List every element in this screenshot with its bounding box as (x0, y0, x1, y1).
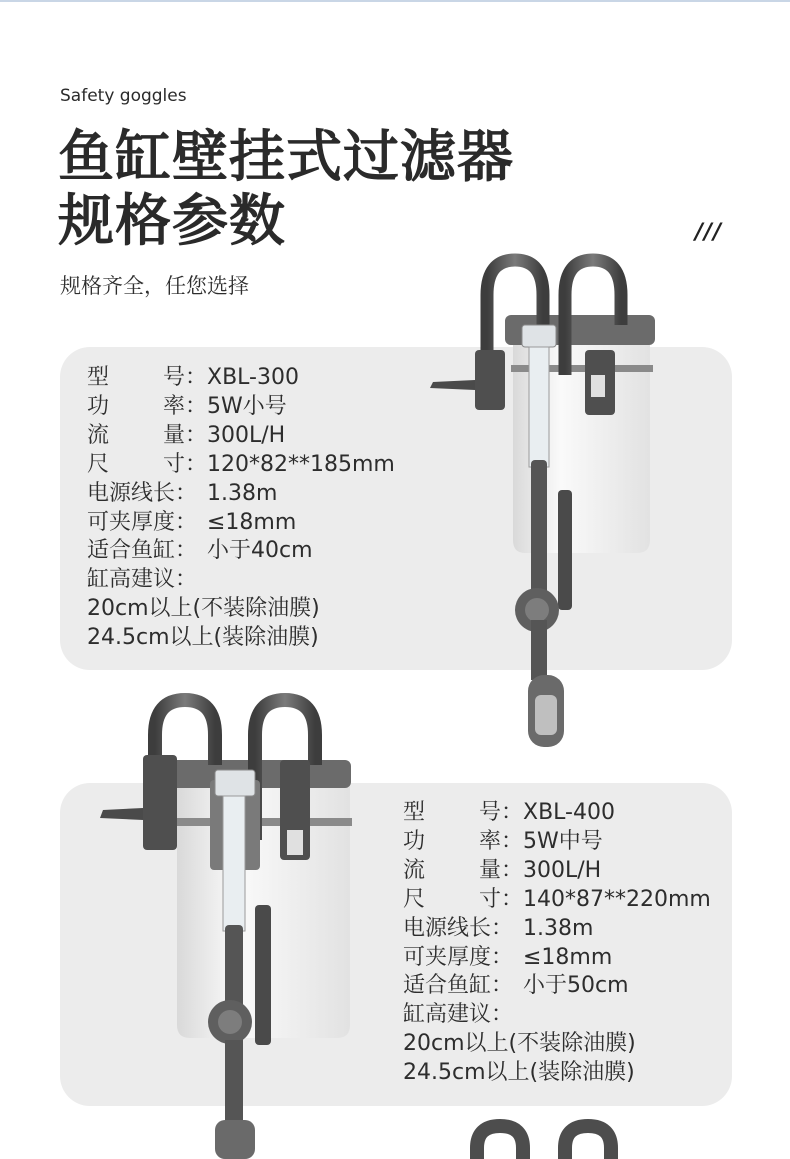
page-title (58, 126, 514, 254)
spec-label: 型 号： (403, 800, 523, 825)
spec-list-2 (403, 799, 711, 1088)
spec-label: 型 号： (87, 365, 207, 390)
spec-label: 功 率： (403, 828, 523, 854)
decor-slashes: /// (695, 220, 723, 245)
spec-row (87, 537, 395, 566)
spec-row (87, 422, 395, 451)
spec-label: 适合鱼缸： (87, 538, 198, 564)
filter-product-image-1 (425, 255, 665, 750)
filter-product-image-2 (95, 690, 365, 1159)
title-line-2: 规格参数 (58, 189, 286, 254)
spec-value: 300L/H (523, 857, 602, 883)
spec-row (87, 451, 395, 480)
filter-product-image-3 (455, 1118, 635, 1159)
spec-value: 300L/H (207, 422, 286, 448)
spec-row (403, 944, 711, 973)
spec-label: 功 率： (87, 393, 207, 419)
spec-row (403, 972, 711, 1001)
spec-label: 可夹厚度： (87, 509, 198, 535)
spec-value: 1.38m (523, 915, 594, 941)
spec-row (403, 828, 711, 857)
spec-label: 流 量： (403, 857, 523, 883)
spec-value: ≤18mm (523, 944, 613, 970)
spec-row (87, 364, 395, 393)
spec-row (403, 886, 711, 915)
title-line-1: 鱼缸壁挂式过滤器 (58, 125, 514, 190)
spec-label: 电源线长： (403, 915, 514, 941)
spec-value: 小于50cm (523, 973, 629, 999)
tank-height-label: 缸高建议： (403, 1002, 514, 1028)
spec-list-1 (87, 364, 395, 653)
spec-value: 120*82**185mm (207, 451, 395, 477)
spec-label: 尺 寸： (403, 886, 523, 912)
spec-value: 140*87**220mm (523, 886, 711, 912)
tank-height-label: 缸高建议： (87, 567, 198, 593)
spec-value: ≤18mm (207, 509, 297, 535)
page-subtitle: 规格齐全，任您选择 (60, 274, 249, 298)
tank-height-note: 20cm以上(不装除油膜) (87, 596, 320, 622)
spec-label: 可夹厚度： (403, 944, 514, 970)
tank-height-note: 20cm以上(不装除油膜) (403, 1031, 636, 1057)
tank-height-note: 24.5cm以上(装除油膜) (403, 1060, 635, 1086)
brand-name: Safety goggles (60, 86, 187, 106)
spec-label: 适合鱼缸： (403, 973, 514, 999)
spec-row (87, 393, 395, 422)
spec-value: XBL-400 (523, 800, 615, 825)
spec-value: 1.38m (207, 480, 278, 506)
spec-value: XBL-300 (207, 365, 299, 390)
spec-value: 5W小号 (207, 393, 287, 419)
spec-row (403, 915, 711, 944)
spec-row (403, 799, 711, 828)
spec-row (403, 857, 711, 886)
spec-label: 电源线长： (87, 480, 198, 506)
spec-row (87, 509, 395, 538)
tank-height-note: 24.5cm以上(装除油膜) (87, 625, 319, 651)
top-divider (0, 0, 790, 2)
spec-value: 5W中号 (523, 828, 603, 854)
spec-row (87, 480, 395, 509)
spec-value: 小于40cm (207, 538, 313, 564)
spec-label: 流 量： (87, 422, 207, 448)
spec-label: 尺 寸： (87, 451, 207, 477)
